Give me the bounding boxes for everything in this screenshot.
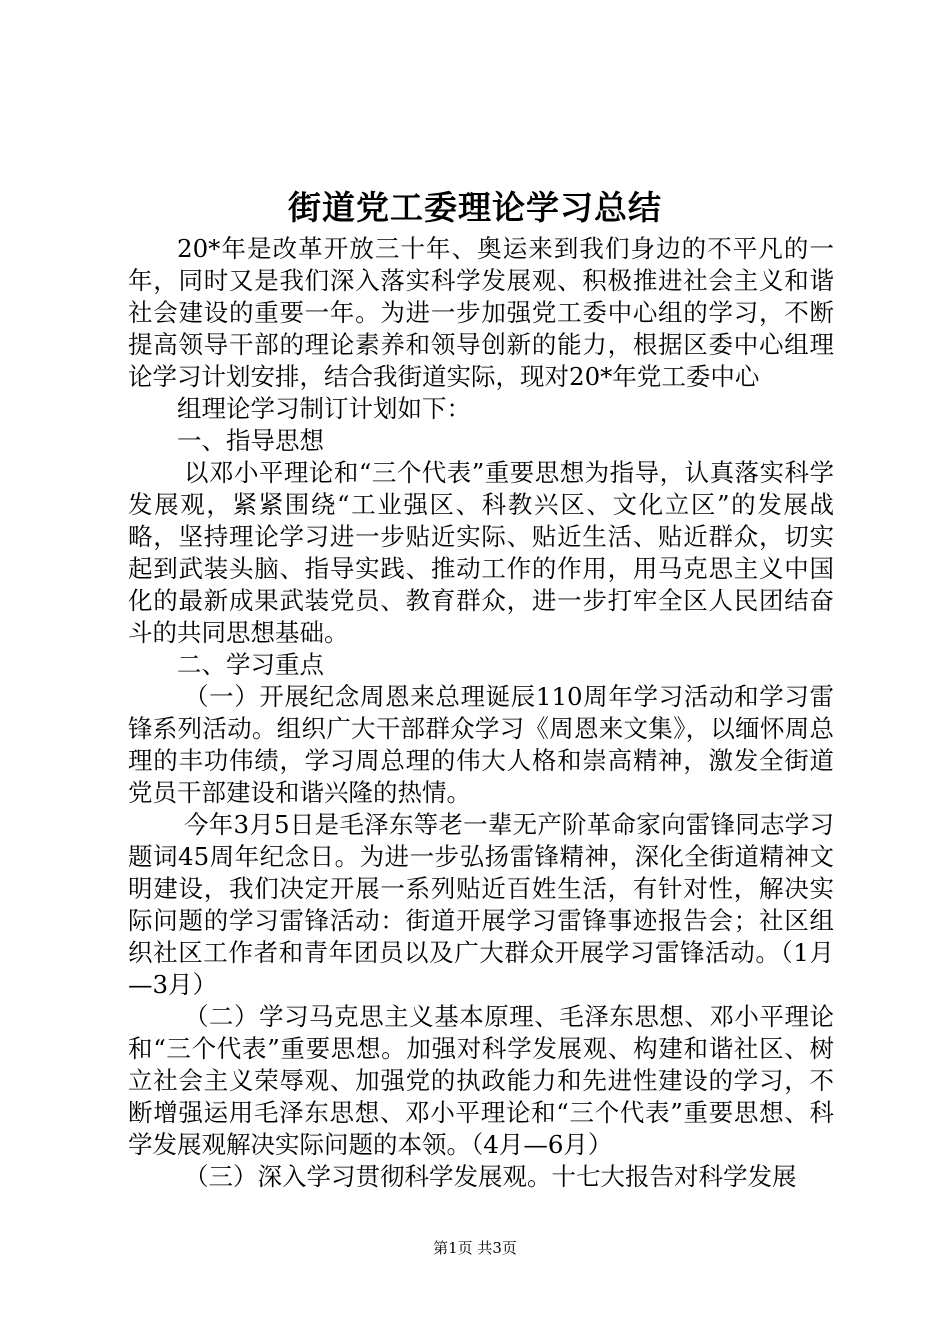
intro-paragraph-continued: 组理论学习制订计划如下： [177, 394, 471, 423]
lei-feng-paragraph: 今年3月5日是毛泽东等老一辈无产阶革命家向雷锋同志学习题词45周年纪念日。为进一步弘扬雷锋精神，深化全街道精神文明建设，我们决定开展一系列贴近百姓生活，有针对性，解决实际问题的学习雷锋活动：街道开展学习雷锋事迹报告会；社区组织社区工作者和青年团员以及广大群众开展学习雷锋活动。（1月—3月） [128, 810, 834, 999]
page-footer: 第1页 共3页 [433, 1239, 517, 1257]
section-heading-guiding-ideology: 一、指导思想 [177, 426, 324, 455]
study-item-3-paragraph: （三）深入学习贯彻科学发展观。十七大报告对科学发展 [184, 1162, 797, 1191]
document-body [128, 233, 834, 1193]
study-item-2-paragraph: （二）学习马克思主义基本原理、毛泽东思想、邓小平理论和“三个代表”重要思想。加强对科学发展观、构建和谐社区、树立社会主义荣辱观、加强党的执政能力和先进性建设的学习，不断增强运用毛泽东思想、邓小平理论和“三个代表”重要思想、科学发展观解决实际问题的本领。（4月—6月） [128, 1002, 834, 1159]
study-item-1-paragraph: （一）开展纪念周恩来总理诞辰110周年学习活动和学习雷锋系列活动。组织广大干部群众学习《周恩来文集》，以缅怀周总理的丰功伟绩，学习周总理的伟大人格和崇高精神，激发全街道党员干部建设和谐兴隆的热情。 [128, 682, 834, 807]
section-heading-study-focus: 二、学习重点 [177, 650, 324, 679]
guiding-ideology-paragraph: 以邓小平理论和“三个代表”重要思想为指导，认真落实科学发展观，紧紧围绕“工业强区、科教兴区、文化立区”的发展战略，坚持理论学习进一步贴近实际、贴近生活、贴近群众，切实起到武装头脑、指导实践、推动工作的作用，用马克思主义中国化的最新成果武装党员、教育群众，进一步打牢全区人民团结奋斗的共同思想基础。 [128, 458, 834, 647]
document-title: 街道党工委理论学习总结 [288, 188, 662, 227]
intro-paragraph: 20*年是改革开放三十年、奥运来到我们身边的不平凡的一年，同时又是我们深入落实科学发展观、积极推进社会主义和谐社会建设的重要一年。为进一步加强党工委中心组的学习，不断提高领导干部的理论素养和领导创新的能力，根据区委中心组理论学习计划安排，结合我街道实际，现对20*年党工委中心 [128, 234, 834, 391]
